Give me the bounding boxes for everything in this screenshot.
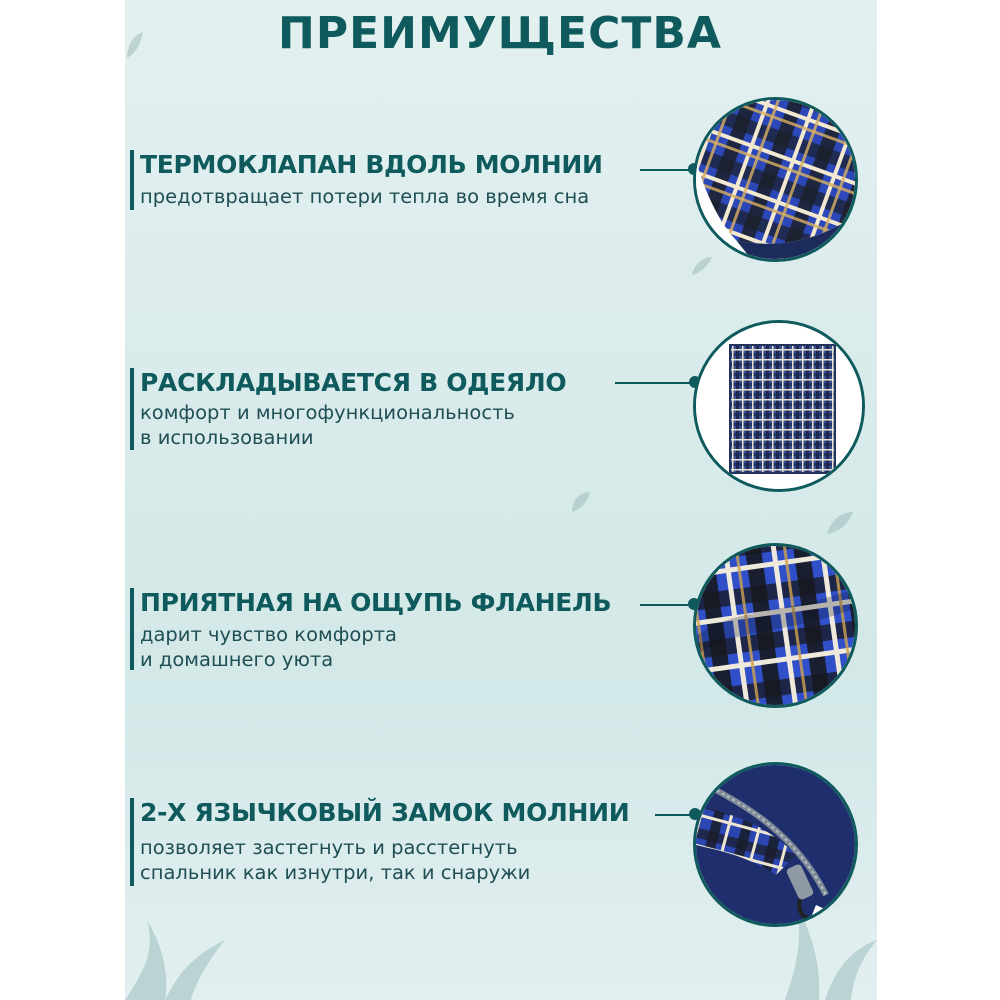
feature-flannel — [130, 588, 690, 670]
flannel-image — [693, 543, 858, 708]
feature-description: позволяет застегнуть и расстегнуть — [140, 836, 518, 859]
grass-decoration-icon — [125, 910, 235, 1000]
accent-bar — [130, 588, 134, 670]
feature-heading: РАСКЛАДЫВАЕТСЯ В ОДЕЯЛО — [140, 368, 567, 397]
accent-bar — [130, 150, 134, 210]
feature-description: и домашнего уюта — [140, 648, 334, 671]
feature-heading: 2-Х ЯЗЫЧКОВЫЙ ЗАМОК МОЛНИИ — [140, 798, 630, 827]
accent-bar — [130, 798, 134, 886]
leaf-decoration-icon — [825, 510, 855, 536]
blanket-image — [693, 320, 865, 492]
thermal-flap-image — [693, 97, 858, 262]
page-title: ПРЕИМУЩЕСТВА — [278, 8, 722, 59]
feature-description: предотвращает потери тепла во время сна — [140, 185, 590, 208]
feature-zipper — [130, 798, 690, 886]
feature-thermal-flap — [130, 150, 690, 212]
feature-heading: ПРИЯТНАЯ НА ОЩУПЬ ФЛАНЕЛЬ — [140, 588, 612, 617]
feature-description: дарит чувство комфорта — [140, 623, 398, 646]
feature-blanket — [130, 368, 690, 450]
feature-description: в использовании — [140, 426, 314, 449]
leaf-decoration-icon — [570, 490, 592, 514]
feature-description: спальник как изнутри, так и снаружи — [140, 861, 531, 884]
accent-bar — [130, 368, 134, 450]
feature-description: комфорт и многофункциональность — [140, 401, 515, 424]
connector-line — [615, 382, 697, 384]
leaf-decoration-icon — [690, 255, 714, 277]
feature-heading: ТЕРМОКЛАПАН ВДОЛЬ МОЛНИИ — [140, 150, 603, 179]
zipper-image — [693, 762, 858, 927]
